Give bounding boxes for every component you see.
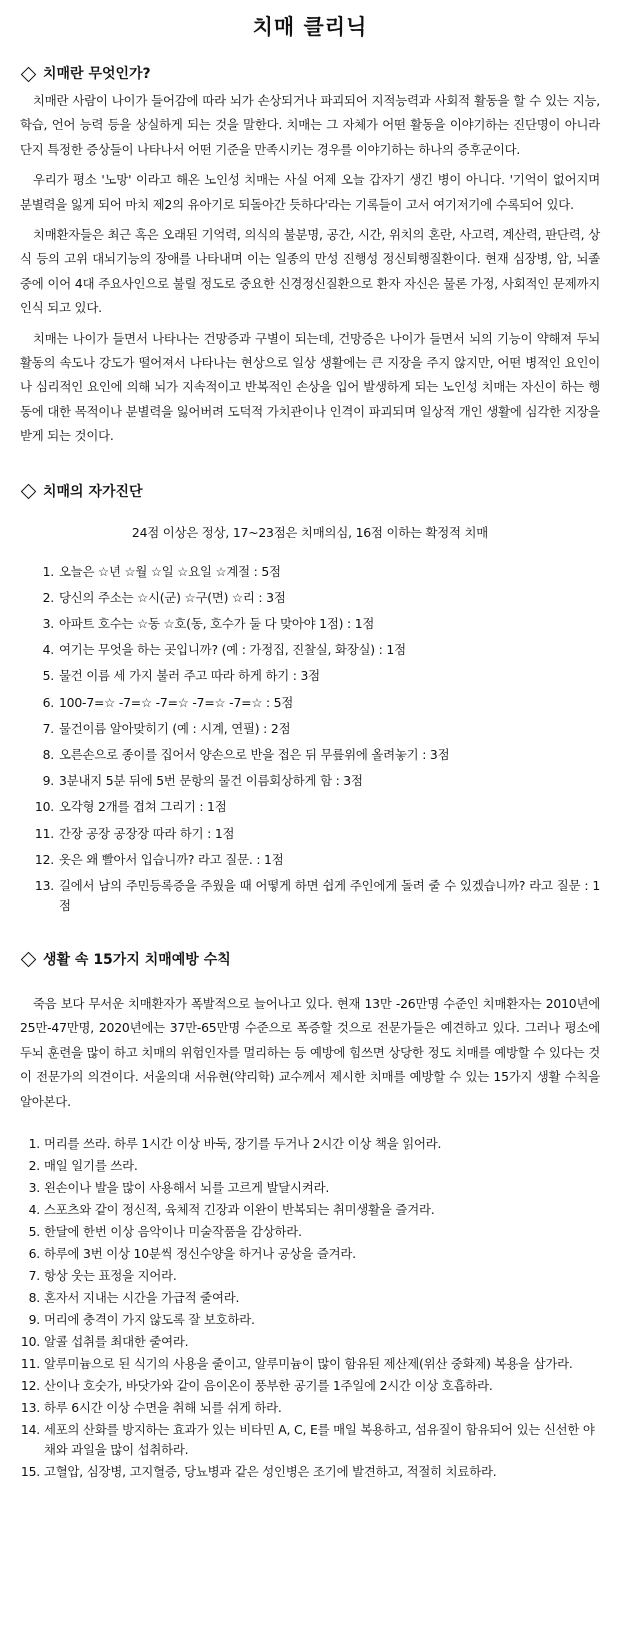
section-heading-what-is-dementia	[20, 64, 600, 84]
list-item: 5. 한달에 한번 이상 음악이나 미술작품을 감상하라.	[28, 1223, 302, 1239]
scoring-criteria: 24점 이상은 정상, 17~23점은 치매의심, 16점 이하는 확정적 치매	[131, 524, 489, 540]
diamond-bullet-icon	[21, 66, 37, 82]
paragraph: 치매는 나이가 들면서 나타나는 건망증과 구별이 되는데, 건망증은 나이가 들면서 뇌의 기능이 약해져 두뇌 활동의 속도나 강도가 떨어져서 나타나는 현상으로 일상 생활에는 큰 지장을 주지 않지만, 어떤 병적인 요인이나 심리적인 요인에 의해 뇌가 지속적이고 반복적인 손상을 입어 발생하게 되는 노인성 치매는 자신이 하는 행동에 대한 목적이나 분별력을 잃어버려 도덕적 가치관이나 인격이 파괴되며 일상적 개인 생활에 심각한 지장을 받게 되는 것이다.	[20, 330, 600, 444]
list-item: 7. 항상 웃는 표정을 지어라.	[28, 1267, 177, 1283]
section-heading-text: 생활 속 15가지 치매예방 수칙	[43, 951, 231, 968]
paragraph: 우리가 평소 '노망' 이라고 해온 노인성 치매는 사실 어제 오늘 갑자기 생긴 병이 아니다. '기억이 없어지며 분별력을 잃게 되어 마치 제2의 유아기로 되돌아간 듯하다'라는 기록들이 고서 여기저기에 수록되어 있다.	[20, 172, 600, 212]
section-heading-text: 치매의 자가진단	[43, 483, 143, 500]
list-item: 8. 오른손으로 종이를 집어서 양손으로 반을 접은 뒤 무릎위에 올려놓기 : 3점	[42, 747, 450, 762]
list-item: 2. 매일 일기를 쓰라.	[28, 1157, 138, 1173]
list-item: 10. 알콜 섭취를 최대한 줄여라.	[20, 1333, 189, 1349]
section-heading-self-diagnosis	[20, 482, 600, 502]
intro-paragraph: 죽음 보다 무서운 치매환자가 폭발적으로 늘어나고 있다. 현재 13만 -26만명 수준인 치매환자는 2010년에 25만-47만명, 2020년에는 37만-65만명 수준으로 폭증할 것으로 전문가들은 예견하고 있다. 그러나 평소에 두뇌 훈련을 많이 하고 치매의 위험인자를 멀리하는 등 예방에 힘쓰면 상당한 정도 치매를 예방할 수 있다는 것이 전문가의 의견이다. 서울의대 서유현(약리학) 교수께서 제시한 치매를 예방할 수 있는 15가지 생활 수칙을 알아본다.	[20, 995, 600, 1109]
list-item: 1. 머리를 쓰라. 하루 1시간 이상 바둑, 장기를 두거나 2시간 이상 책을 읽어라.	[28, 1135, 442, 1151]
section-heading-text: 치매란 무엇인가?	[43, 66, 151, 82]
list-item: 4. 여기는 무엇을 하는 곳입니까? (예 : 가정집, 진찰실, 화장실) : 1점	[42, 642, 406, 658]
list-item: 3. 아파트 호수는 ☆동 ☆호(동, 호수가 둘 다 맞아야 1점) : 1점	[42, 616, 375, 632]
page-title: 치매 클리닉	[252, 15, 368, 39]
section-body-what-is-dementia	[20, 89, 600, 449]
list-item: 12. 산이나 호숫가, 바닷가와 같이 음이온이 풍부한 공기를 1주일에 2시간 이상 호흡하라.	[20, 1377, 493, 1393]
list-item: 11. 알루미늄으로 된 식기의 사용을 줄이고, 알루미늄이 많이 함유된 제산제(위산 중화제) 복용을 삼가라.	[20, 1355, 573, 1371]
list-item: 13. 하루 6시간 이상 수면을 취해 뇌를 쉬게 하라.	[20, 1399, 282, 1415]
self-test-list	[20, 562, 600, 916]
list-item: 10. 오각형 2개를 겹쳐 그리기 : 1점	[34, 799, 227, 815]
diamond-bullet-icon	[21, 484, 37, 500]
list-item: 3. 왼손이나 발을 많이 사용해서 뇌를 고르게 발달시켜라.	[28, 1179, 330, 1195]
diamond-bullet-icon	[21, 952, 37, 968]
list-item: 12. 옷은 왜 빨아서 입습니까? 라고 질문. : 1점	[34, 851, 284, 867]
list-item: 11. 간장 공장 공장장 따라 하기 : 1점	[34, 825, 235, 841]
list-item: 15. 고혈압, 심장병, 고지혈증, 당뇨병과 같은 성인병은 조기에 발견하고, 적절히 치료하라.	[20, 1463, 497, 1479]
section-heading-prevention-rules	[20, 950, 600, 970]
list-item: 8. 혼자서 지내는 시간을 가급적 줄여라.	[28, 1289, 240, 1305]
list-item: 9. 머리에 충격이 가지 않도록 잘 보호하라.	[28, 1311, 255, 1327]
list-item: 14. 세포의 산화를 방지하는 효과가 있는 비타민 A, C, E를 매일 복용하고, 섬유질이 함유되어 있는 신선한 야채와 과일을 많이 섭취하라.	[20, 1421, 595, 1457]
list-item: 2. 당신의 주소는 ☆시(군) ☆구(면) ☆리 : 3점	[42, 589, 286, 605]
prevention-rules-list	[20, 1134, 600, 1482]
list-item: 6. 하루에 3번 이상 10분씩 정신수양을 하거나 공상을 즐겨라.	[28, 1245, 356, 1261]
list-item: 9. 3분내지 5분 뒤에 5번 문항의 물건 이름회상하게 함 : 3점	[42, 773, 363, 789]
paragraph: 치매환자들은 최근 혹은 오래된 기억력, 의식의 불분명, 공간, 시간, 위치의 혼란, 사고력, 계산력, 판단력, 상식 등의 고위 대뇌기능의 장애를 나타내며 이는 일종의 만성 진행성 정신퇴행질환이다. 현재 심장병, 암, 뇌졸중에 이어 4대 주요사인으로 불릴 정도로 중요한 신경정신질환으로 환자 자신은 물론 가정, 사회적인 문제까지 인식 되고 있다.	[20, 227, 600, 316]
list-item: 1. 오늘은 ☆년 ☆월 ☆일 ☆요일 ☆계절 : 5점	[42, 563, 281, 579]
list-item: 5. 물건 이름 세 가지 불러 주고 따라 하게 하기 : 3점	[42, 668, 320, 684]
list-item: 7. 물건이름 알아맞히기 (예 : 시계, 연필) : 2점	[42, 720, 291, 736]
paragraph: 치매란 사람이 나이가 들어감에 따라 뇌가 손상되거나 파괴되어 지적능력과 사회적 활동을 할 수 있는 지능, 학습, 언어 능력 등을 상실하게 되는 것을 말한다. 치매는 그 자체가 어떤 활동을 이야기하는 진단명이 아니라 단지 특정한 증상들이 나타나서 어떤 기준을 만족시키는 경우를 이야기하는 하나의 증후군이다.	[20, 93, 600, 157]
list-item: 4. 스포츠와 같이 정신적, 육체적 긴장과 이완이 반복되는 취미생활을 즐겨라.	[28, 1201, 435, 1217]
list-item: 6. 100-7=☆ -7=☆ -7=☆ -7=☆ -7=☆ : 5점	[42, 694, 294, 710]
list-item: 13. 길에서 남의 주민등록증을 주웠을 때 어떻게 하면 쉽게 주인에게 돌려 줄 수 있겠습니까? 라고 질문 : 1점	[34, 877, 600, 913]
